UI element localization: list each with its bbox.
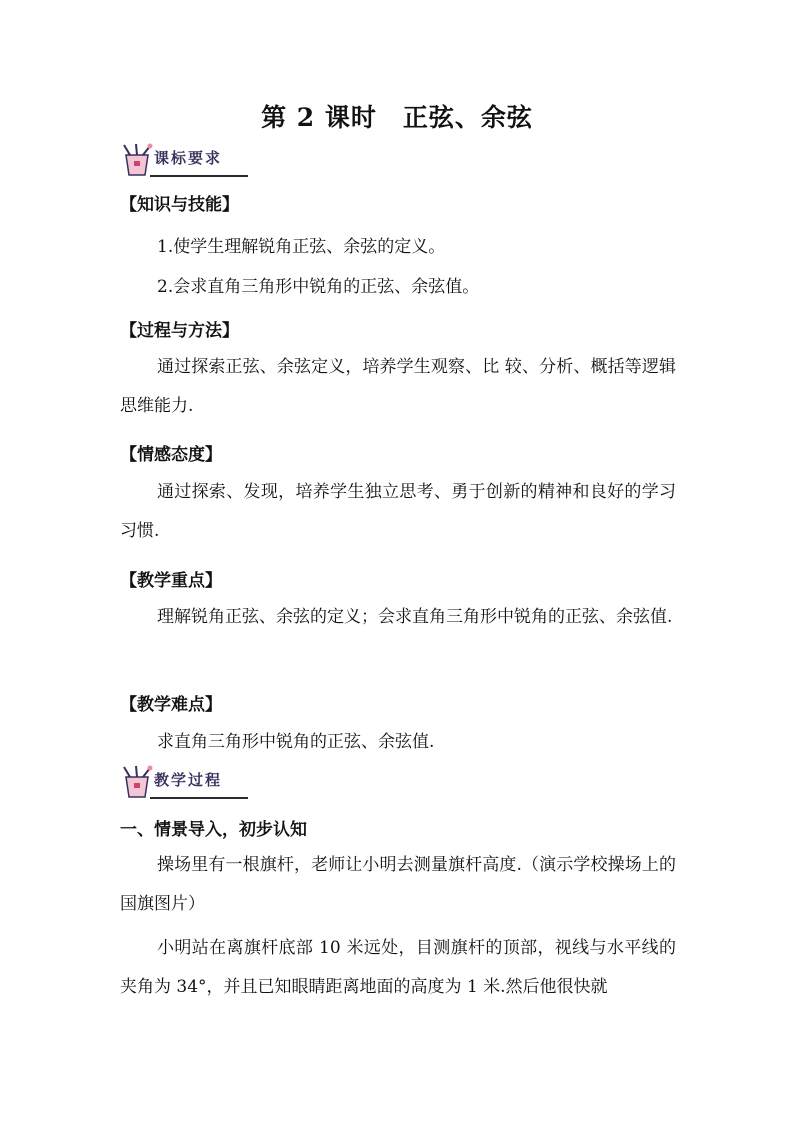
part1-paragraph-1: 操场里有一根旗杆，老师让小明去测量旗杆高度.（演示学校操场上的国旗图片） — [120, 855, 676, 914]
part1-paragraph-2: 小明站在离旗杆底部 10 米远处，目测旗杆的顶部，视线与水平线的夹角为 34°，并且已知眼睛距离地面的高度为 1 米.然后他很快就 — [120, 938, 676, 997]
emotion-text: 通过探索、发现，培养学生独立思考、勇于创新的精神和良好的学习习惯. — [120, 482, 676, 541]
knowledge-item-1: 1.使学生理解锐角正弦、余弦的定义。 — [157, 237, 446, 257]
pen-holder-icon — [118, 765, 158, 799]
knowledge-item-2: 2.会求直角三角形中锐角的正弦、余弦值。 — [157, 277, 480, 297]
heading-difficulty: 【教学难点】 — [120, 695, 222, 715]
divider — [150, 175, 248, 177]
heading-knowledge: 【知识与技能】 — [120, 195, 239, 215]
pen-holder-icon — [118, 143, 158, 177]
heading-emotion: 【情感态度】 — [120, 445, 222, 465]
difficulty-text: 求直角三角形中锐角的正弦、余弦值. — [157, 732, 435, 752]
banner-label: 教学过程 — [154, 771, 223, 789]
key-point-text: 理解锐角正弦、余弦的定义；会求直角三角形中锐角的正弦、余弦值. — [157, 607, 673, 627]
banner-label: 课标要求 — [154, 149, 223, 167]
heading-key-point: 【教学重点】 — [120, 571, 222, 591]
divider — [150, 797, 248, 799]
heading-process: 【过程与方法】 — [120, 321, 239, 341]
banner-process — [118, 765, 248, 801]
part1-heading: 一、情景导入，初步认知 — [120, 820, 307, 840]
banner-standards — [118, 143, 248, 179]
page-title: 第 2 课时 正弦、余弦 — [261, 103, 533, 132]
process-text: 通过探索正弦、余弦定义，培养学生观察、比 较、分析、概括等逻辑思维能力. — [120, 357, 676, 416]
